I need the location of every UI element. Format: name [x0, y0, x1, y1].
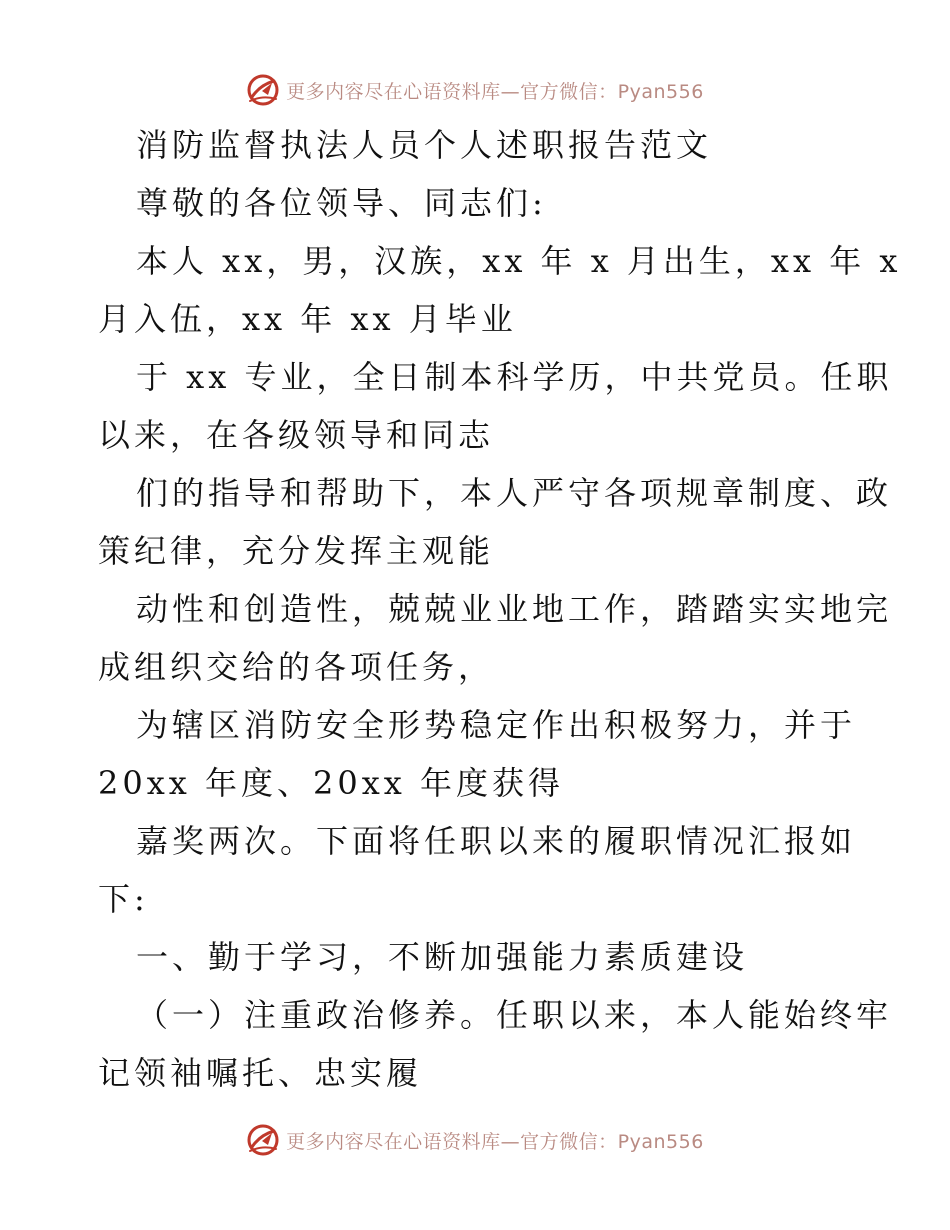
- watermark-text: 更多内容尽在心语资料库—官方微信：Pyan556: [286, 80, 704, 103]
- document-line: 尊敬的各位领导、同志们:: [136, 184, 547, 222]
- document-line: 本人 xx，男，汉族，xx 年 x 月出生，xx 年 x: [136, 242, 902, 280]
- red-circular-pen-logo-icon: [246, 1123, 280, 1157]
- document-line: 嘉奖两次。下面将任职以来的履职情况汇报如: [136, 822, 857, 860]
- document-line: 下:: [98, 880, 149, 918]
- document-line: 于 xx 专业，全日制本科学历，中共党员。任职: [136, 358, 893, 396]
- document-line: 记领袖嘱托、忠实履: [98, 1054, 423, 1092]
- document-line: 为辖区消防安全形势稳定作出积极努力，并于: [136, 706, 857, 744]
- document-line: 月入伍，xx 年 xx 月毕业: [98, 300, 517, 338]
- watermark-text: 更多内容尽在心语资料库—官方微信：Pyan556: [286, 1130, 704, 1153]
- document-line: 动性和创造性，兢兢业业地工作，踏踏实实地完: [136, 590, 893, 628]
- document-line: 以来，在各级领导和同志: [98, 416, 495, 454]
- document-line: 消防监督执法人员个人述职报告范文: [136, 126, 713, 164]
- header-watermark: [0, 70, 950, 110]
- document-line: 们的指导和帮助下，本人严守各项规章制度、政: [136, 474, 893, 512]
- footer-watermark: [0, 1120, 950, 1160]
- document-line: 20xx 年度、20xx 年度获得: [98, 764, 564, 802]
- document-line: （一）注重政治修养。任职以来，本人能始终牢: [136, 996, 893, 1034]
- document-line: 策纪律，充分发挥主观能: [98, 532, 495, 570]
- document-line: 一、勤于学习，不断加强能力素质建设: [136, 938, 749, 976]
- red-circular-pen-logo-icon: [246, 73, 280, 107]
- document-line: 成组织交给的各项任务，: [98, 648, 495, 686]
- document-body: [98, 116, 902, 1102]
